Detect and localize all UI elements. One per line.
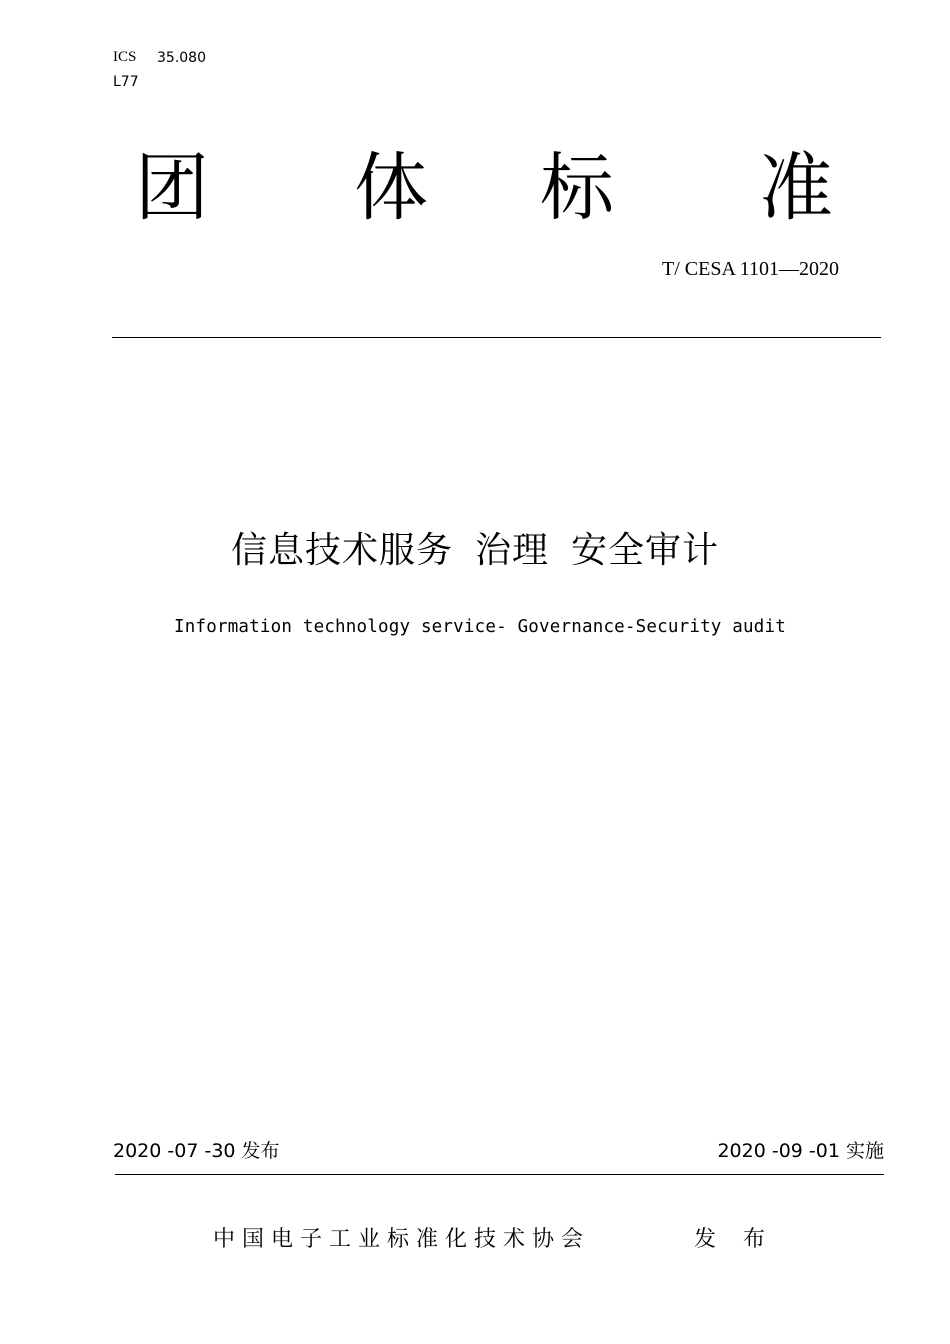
document-title-zh: [0, 525, 950, 577]
ics-label: ICS: [113, 49, 137, 65]
category-char-2: 体: [354, 145, 428, 231]
title-zh-part-2: 治理: [474, 530, 549, 571]
header-divider: [112, 337, 881, 338]
implementation-date: 2020 -09 -01 实施: [717, 1140, 884, 1162]
classification-code: L77: [113, 74, 139, 90]
category-char-3: 标: [540, 145, 614, 231]
title-zh-part-1: 信息技术服务: [230, 530, 453, 571]
issue-date: 2020 -07 -30 发布: [113, 1140, 280, 1162]
ics-code: 35.080: [157, 50, 206, 66]
publish-label: 发 布: [694, 1227, 775, 1252]
title-zh-part-3: 安全审计: [571, 530, 720, 571]
category-char-1: 团: [135, 145, 209, 231]
standard-category-title: [135, 140, 835, 236]
footer-divider: [115, 1174, 884, 1175]
publisher-name: 中国电子工业标准化技术协会: [213, 1227, 591, 1252]
category-char-4: 准: [759, 145, 833, 231]
standard-number: T/ CESA 1101—2020: [662, 258, 840, 280]
document-title-en: Information technology service- Governance-Security audit: [174, 617, 786, 637]
